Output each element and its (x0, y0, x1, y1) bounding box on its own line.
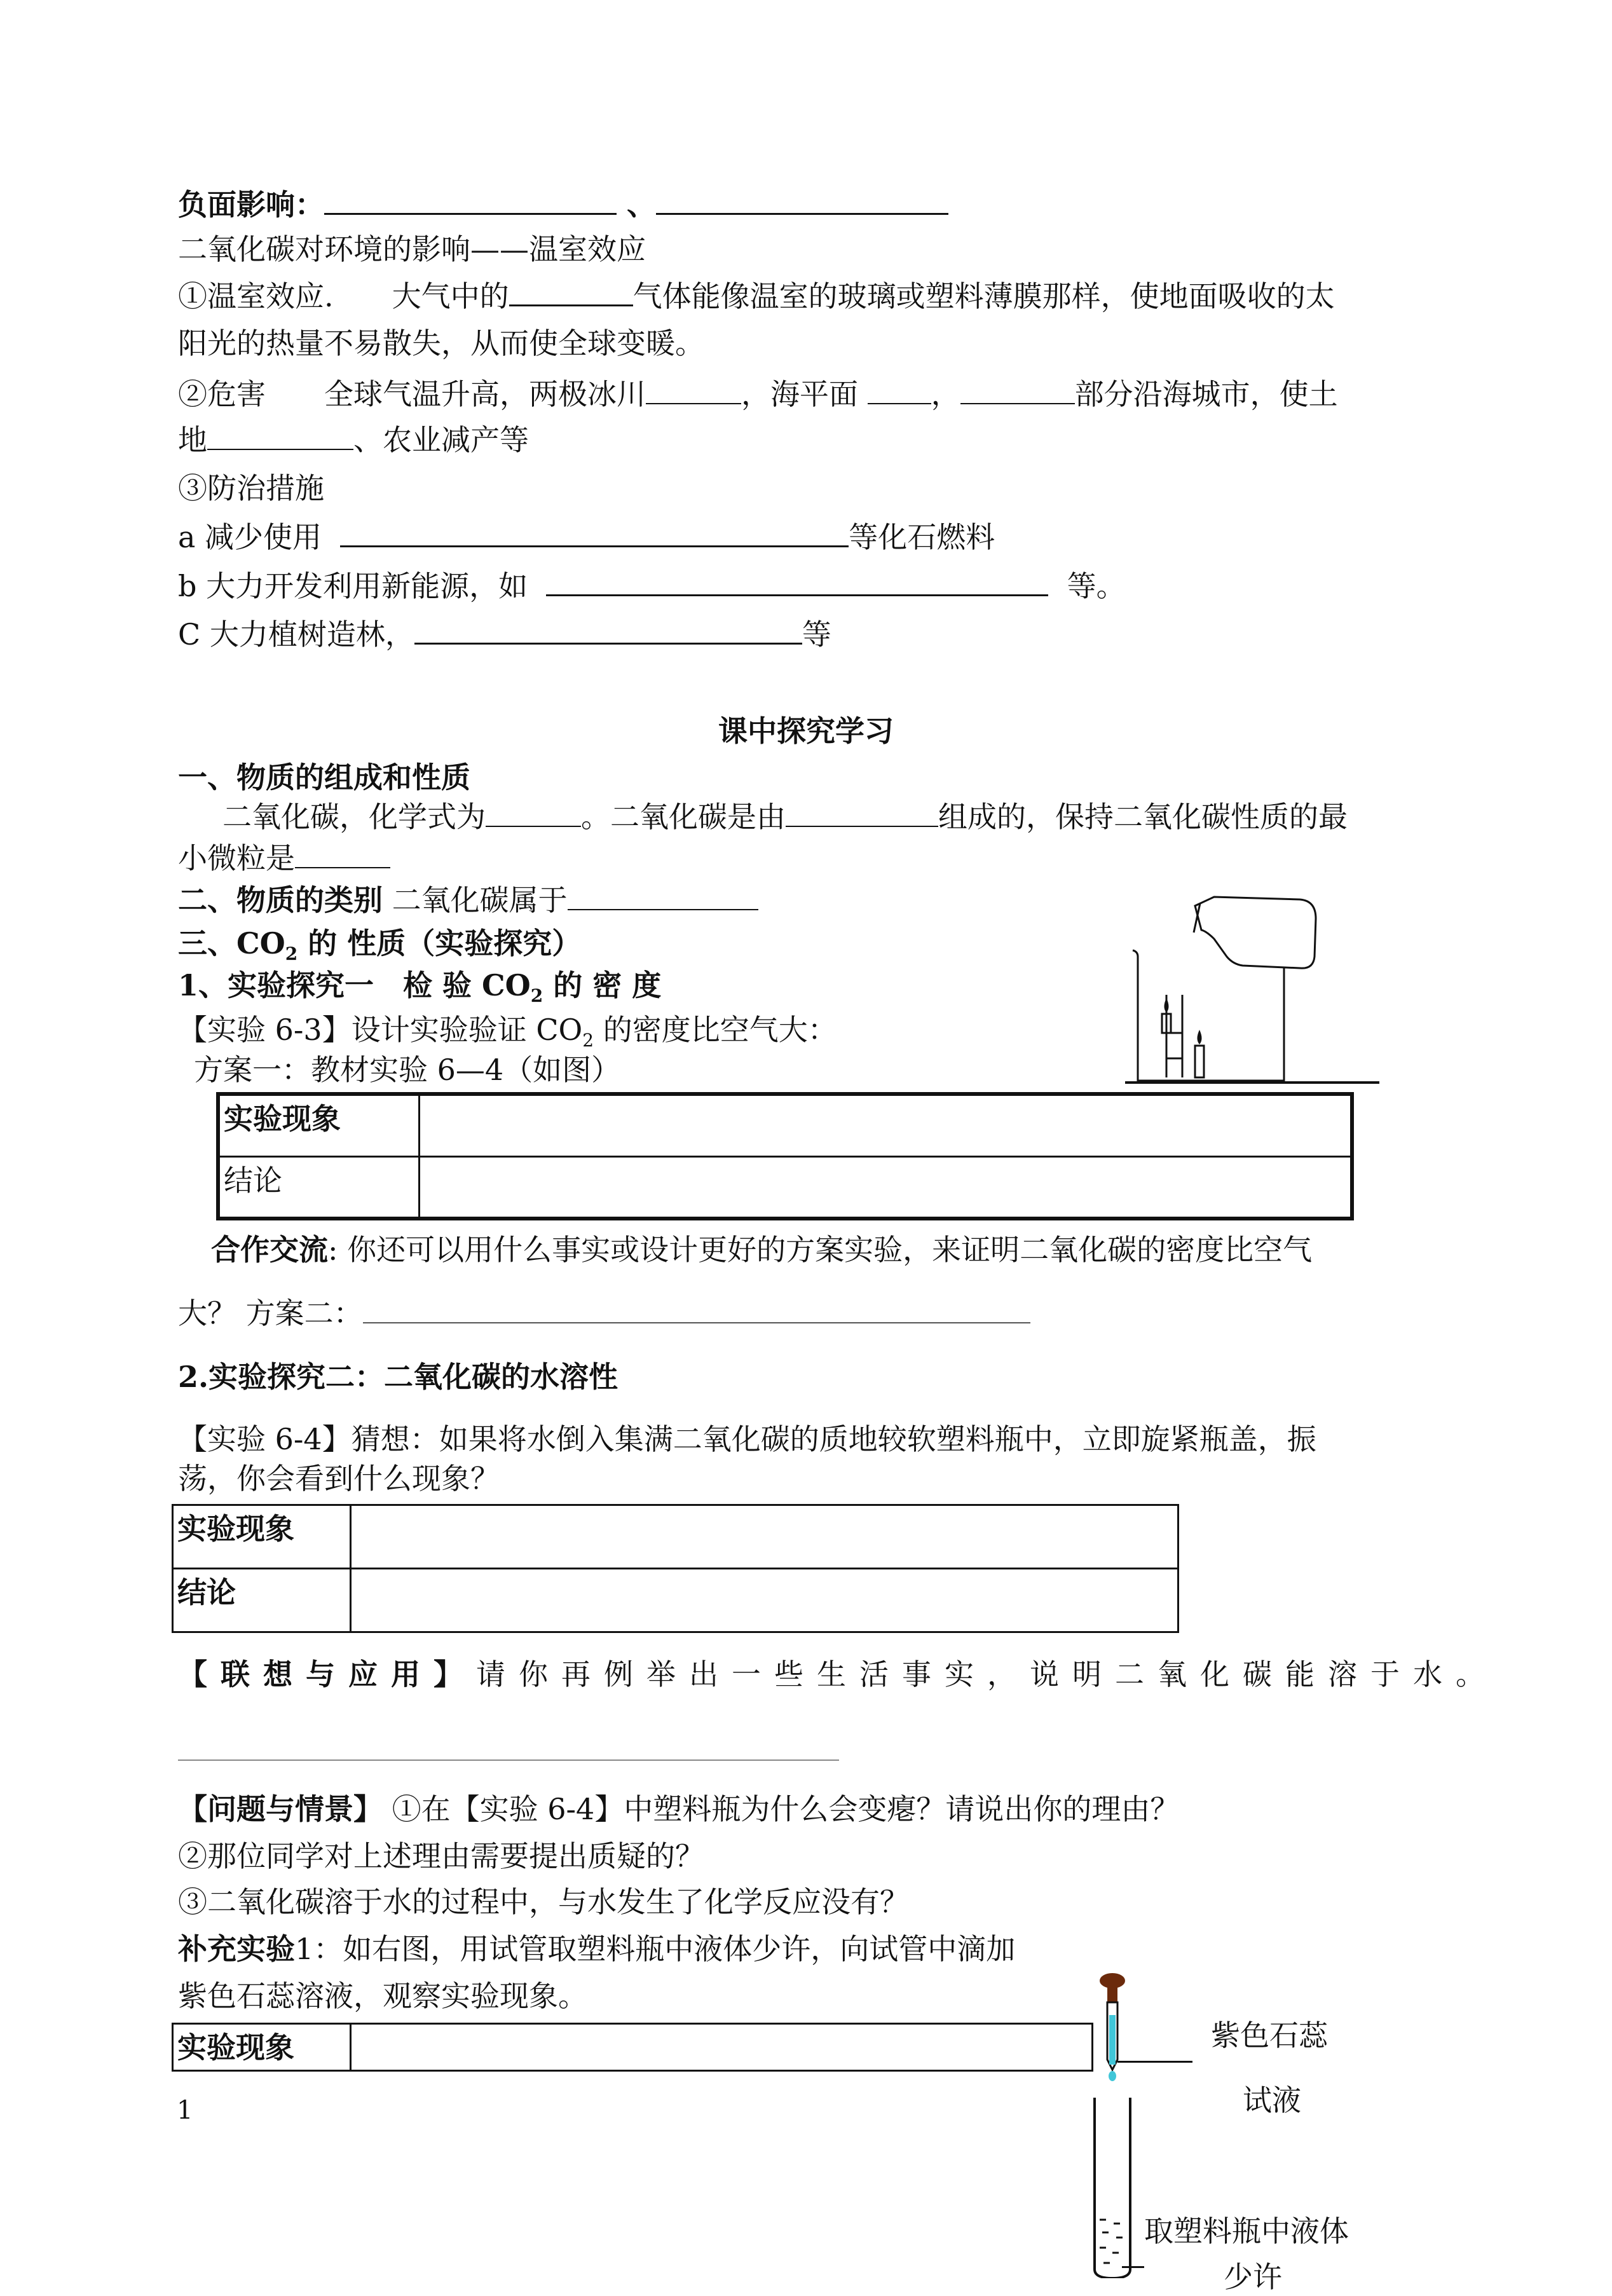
blank[interactable] (414, 616, 802, 645)
supplement-table (172, 2023, 1093, 2072)
fig2-label-liquid-1: 取塑料瓶中液体 (1144, 2214, 1349, 2248)
greenhouse-line-1b: 阳光的热量不易散失，从而使全球变暖。 (178, 326, 704, 360)
blank[interactable] (568, 882, 758, 910)
e1-result-table (216, 1092, 1354, 1220)
test-tube-figure (1074, 1971, 1151, 2278)
leader-line-liquid (1122, 2266, 1144, 2268)
measure-b: b 大力开发利用新能源，如 等。 (178, 569, 1126, 603)
blank[interactable] (546, 568, 1048, 596)
liquid-marks (1100, 2220, 1123, 2263)
supp-cell-phenomenon[interactable] (351, 2024, 1093, 2071)
supp-row-label-phenomenon: 实验现象 (173, 2024, 351, 2071)
greenhouse-heading: 二氧化碳对环境的影响——温室效应 (178, 232, 646, 266)
greenhouse-line-3: 地 、农业减产等 (178, 423, 529, 457)
supplement-line-2: 紫色石蕊溶液，观察实验现象。 (178, 1979, 587, 2013)
e2-row-label-phenomenon: 实验现象 (173, 1505, 351, 1569)
e1-line-1: 【实验 6-3】设计实验验证 $CO_2$ 的密度比空气大： (178, 1013, 837, 1051)
gas-jar (1195, 897, 1316, 968)
dropper-bulb (1100, 1973, 1125, 1988)
question-line-3: ③二氧化碳溶于水的过程中，与水发生了化学反应没有？ (178, 1885, 909, 1919)
blank[interactable] (868, 376, 931, 404)
e2-row-label-conclusion: 结论 (173, 1569, 351, 1632)
coop-line-2: 大？ 方案二： (178, 1294, 1030, 1332)
blank[interactable] (295, 840, 390, 868)
e2-cell-phenomenon[interactable] (351, 1505, 1178, 1569)
negative-impact-line: 负面影响： 、 (178, 186, 948, 224)
e1-heading: 1、实验探究一 检 验 $CO_2$ 的 密 度 (178, 968, 662, 1007)
litmus-liquid (1109, 2015, 1116, 2065)
blank[interactable] (324, 186, 617, 215)
dropper-neck (1107, 1987, 1117, 2002)
flame-high (1165, 998, 1169, 1013)
e2-line-2: 荡，你会看到什么现象？ (178, 1461, 500, 1496)
e2-line-1: 【实验 6-4】猜想：如果将水倒入集满二氧化碳的质地较软塑料瓶中，立即旋紧瓶盖，振 (178, 1422, 1316, 1456)
page-number: 1 (177, 2096, 193, 2125)
candle-stand (1166, 995, 1182, 1077)
blank[interactable] (786, 799, 938, 827)
blank[interactable] (646, 376, 741, 404)
fig2-label-liquid-2: 少许 (1224, 2260, 1282, 2294)
question-line-1: 【问题与情景】 ①在【实验 6-4】中塑料瓶为什么会变瘪？请说出你的理由？ (178, 1792, 1180, 1826)
beaker-spout (1133, 950, 1138, 957)
e2-result-table (172, 1504, 1179, 1633)
greenhouse-line-1: ①温室效应. 大气中的 气体能像温室的玻璃或塑料薄膜那样，使地面吸收的太 (178, 279, 1335, 313)
supplement-line-1: 补充实验1：如右图，用试管取塑料瓶中液体少许，向试管中滴加 (178, 1932, 1016, 1966)
e1-cell-phenomenon[interactable] (420, 1094, 1353, 1156)
blank[interactable] (207, 422, 353, 450)
e1-plan-1: 方案一：教材实验 6—4（如图） (194, 1053, 621, 1087)
fig2-label-litmus-2: 试液 (1243, 2083, 1301, 2117)
measure-c: C 大力植树造林， 等 (178, 617, 831, 652)
s2-line: 二、物质的类别 二氧化碳属于 (178, 881, 758, 919)
blank[interactable] (363, 1299, 1030, 1323)
question-line-2: ②那位同学对上述理由需要提出质疑的？ (178, 1839, 704, 1873)
s1-line-2: 小微粒是 (178, 839, 390, 877)
e1-cell-conclusion[interactable] (420, 1156, 1353, 1219)
s3-heading: 三、$CO_2$ 的 性质（实验探究） (178, 926, 582, 965)
blank[interactable] (656, 186, 948, 215)
litmus-drop (1109, 2071, 1116, 2081)
candle-low (1195, 1046, 1204, 1077)
blank[interactable] (509, 278, 633, 306)
section-title: 课中探究学习 (718, 714, 894, 748)
fig2-label-litmus-1: 紫色石蕊 (1211, 2018, 1328, 2053)
flame-low (1198, 1030, 1202, 1044)
blank[interactable] (340, 519, 849, 547)
e1-row-label-conclusion: 结论 (218, 1156, 420, 1219)
blank[interactable] (486, 799, 581, 827)
test-tube (1095, 2098, 1130, 2278)
e2-heading: 2.实验探究二：二氧化碳的水溶性 (178, 1360, 618, 1394)
greenhouse-line-2: ②危害 全球气温升高，两极冰川 ，海平面 ， 部分沿海城市，使土 (178, 377, 1338, 411)
e2-cell-conclusion[interactable] (351, 1569, 1178, 1632)
coop-line-1: 合作交流: 你还可以用什么事实或设计更好的方案实验，来证明二氧化碳的密度比空气 (211, 1233, 1313, 1267)
blank[interactable] (960, 376, 1075, 404)
e1-row-label-phenomenon: 实验现象 (218, 1094, 420, 1156)
association-line: 【联想与应用】请你再例举出一些生活事实，说明二氧化碳能溶于水。 (178, 1657, 1498, 1691)
beaker (1138, 957, 1284, 1081)
s1-line-1: 二氧化碳，化学式为 。二氧化碳是由 组成的，保持二氧化碳性质的最 (222, 800, 1348, 834)
co2-pour-figure (1125, 887, 1379, 1097)
leader-line-litmus (1117, 2061, 1192, 2063)
answer-line[interactable] (178, 1760, 839, 1761)
prevention-heading: ③防治措施 (178, 471, 324, 505)
s1-heading: 一、物质的组成和性质 (178, 760, 470, 795)
measure-a: a 减少使用 等化石燃料 (178, 520, 995, 554)
